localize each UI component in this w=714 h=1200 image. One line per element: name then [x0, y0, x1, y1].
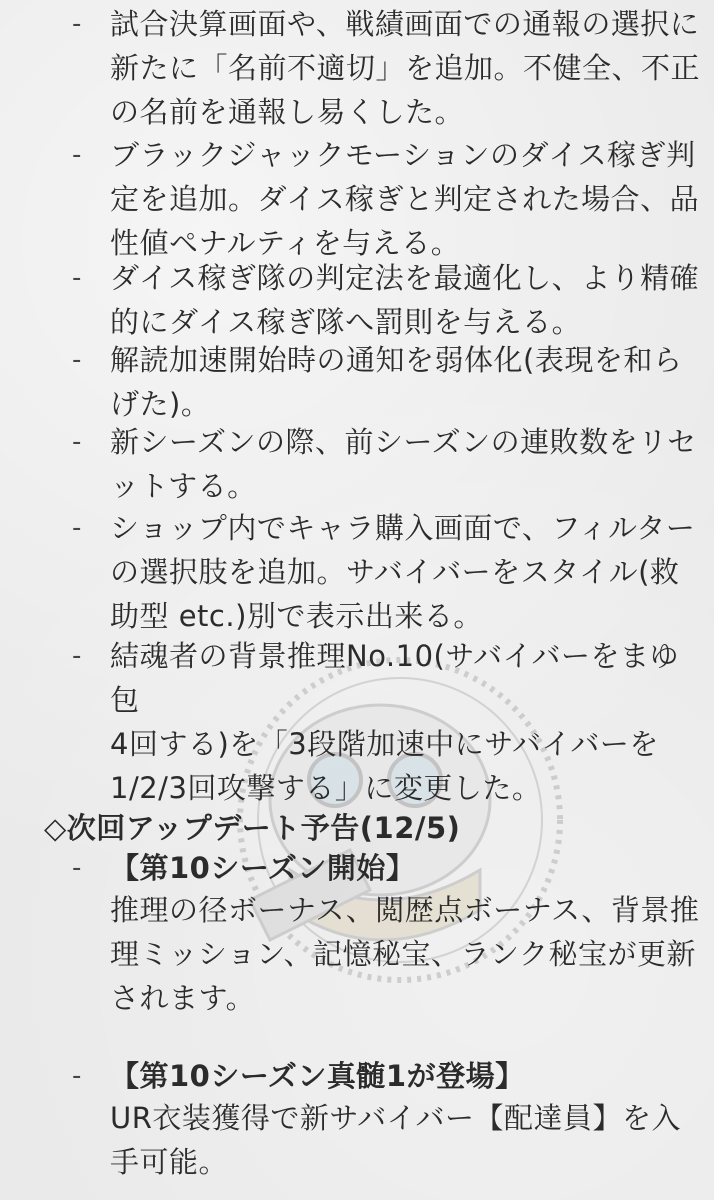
next-update-item-text: UR衣装獲得で新サバイバー【配達員】を入 手可能。: [110, 1101, 682, 1179]
list-item-text: 新シーズンの際、前シーズンの連敗数をリセ ットする。: [110, 425, 697, 503]
next-update-item-title: 【第10シーズン開始】: [110, 851, 416, 885]
next-update-item-title: 【第10シーズン真髄1が登場】: [110, 1059, 525, 1093]
list-item-text: ショップ内でキャラ購入画面で、フィルター の選択肢を追加。サバイバーをスタイル(救 助型 etc.)別で表示出来る。: [110, 511, 696, 633]
next-update-heading: ◇次回アップデート予告(12/5): [44, 811, 461, 845]
list-dash: -: [72, 1061, 82, 1091]
list-dash: -: [72, 9, 82, 39]
list-item-text: ダイス稼ぎ隊の判定法を最適化し、より精確 的にダイス稼ぎ隊へ罰則を与える。: [110, 261, 700, 339]
list-item-text: 結魂者の背景推理No.10(サバイバーをまゆ包 4回する)を「3段階加速中にサバイバーを 1/2/3回攻撃する」に変更した。: [110, 639, 680, 805]
list-dash: -: [72, 140, 82, 170]
list-dash: -: [72, 641, 82, 671]
list-item-text: ブラックジャックモーションのダイス稼ぎ判 定を追加。ダイス稼ぎと判定された場合、品 性値ペナルティを与える。: [110, 138, 700, 260]
list-dash: -: [72, 345, 82, 375]
next-update-item-text: 推理の径ボーナス、閲歴点ボーナス、背景推 理ミッション、記憶秘宝、ランク秘宝が更新 されます。: [110, 893, 700, 1015]
list-dash: -: [72, 853, 82, 883]
list-item-text: 試合決算画面や、戦績画面での通報の選択に 新たに「名前不適切」を追加。不健全、不正 の名前を通報し易くした。: [110, 7, 701, 129]
list-dash: -: [72, 513, 82, 543]
list-dash: -: [72, 427, 82, 457]
list-dash: -: [72, 263, 82, 293]
list-item-text: 解読加速開始時の通知を弱体化(表現を和ら げた)。: [110, 343, 683, 421]
